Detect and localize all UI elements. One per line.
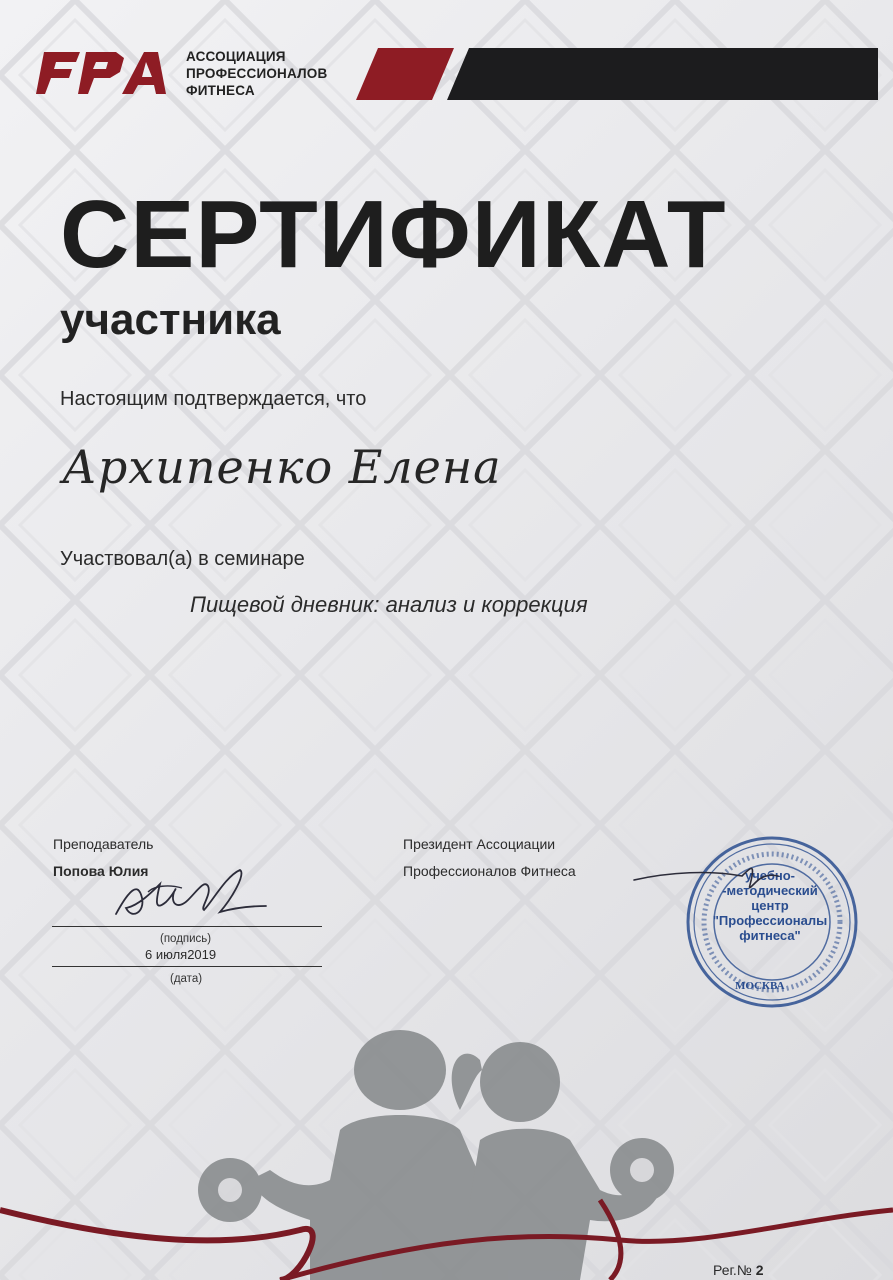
registration-number: Рег.№ 2 — [713, 1262, 764, 1278]
president-title-line1: Президент Ассоциации — [403, 836, 556, 852]
teacher-signature — [108, 862, 268, 932]
date-caption: (дата) — [170, 973, 203, 985]
signature-line — [52, 926, 322, 927]
seminar-title: Пищевой дневник: анализ и коррекция — [190, 592, 588, 617]
signature-caption: (подпись) — [160, 933, 212, 945]
certificate-subtitle: участника — [60, 295, 281, 344]
stamp-city: МОСКВА — [735, 980, 785, 992]
header-stripes — [356, 46, 881, 104]
confirm-text: Настоящим подтверждается, что — [60, 388, 367, 410]
teacher-name: Попова Юлия — [53, 863, 149, 879]
teacher-role-label: Преподаватель — [53, 836, 154, 852]
participated-text: Участвовал(а) в семинаре — [60, 548, 305, 570]
fpa-logo — [36, 50, 171, 96]
teacher-date: 6 июля2019 — [145, 947, 217, 962]
certificate-title: СЕРТИФИКАТ — [60, 181, 727, 288]
date-line — [52, 966, 322, 967]
recipient-name: Архипенко Елена — [62, 440, 502, 494]
association-name: АССОЦИАЦИЯ ПРОФЕССИОНАЛОВ ФИТНЕСА — [186, 49, 328, 98]
president-signature — [630, 858, 780, 898]
stamp-center-text: учебно- -методический центр "Профессионалы фитнеса" — [712, 868, 828, 943]
president-title-line2: Профессионалов Фитнеса — [403, 863, 576, 879]
